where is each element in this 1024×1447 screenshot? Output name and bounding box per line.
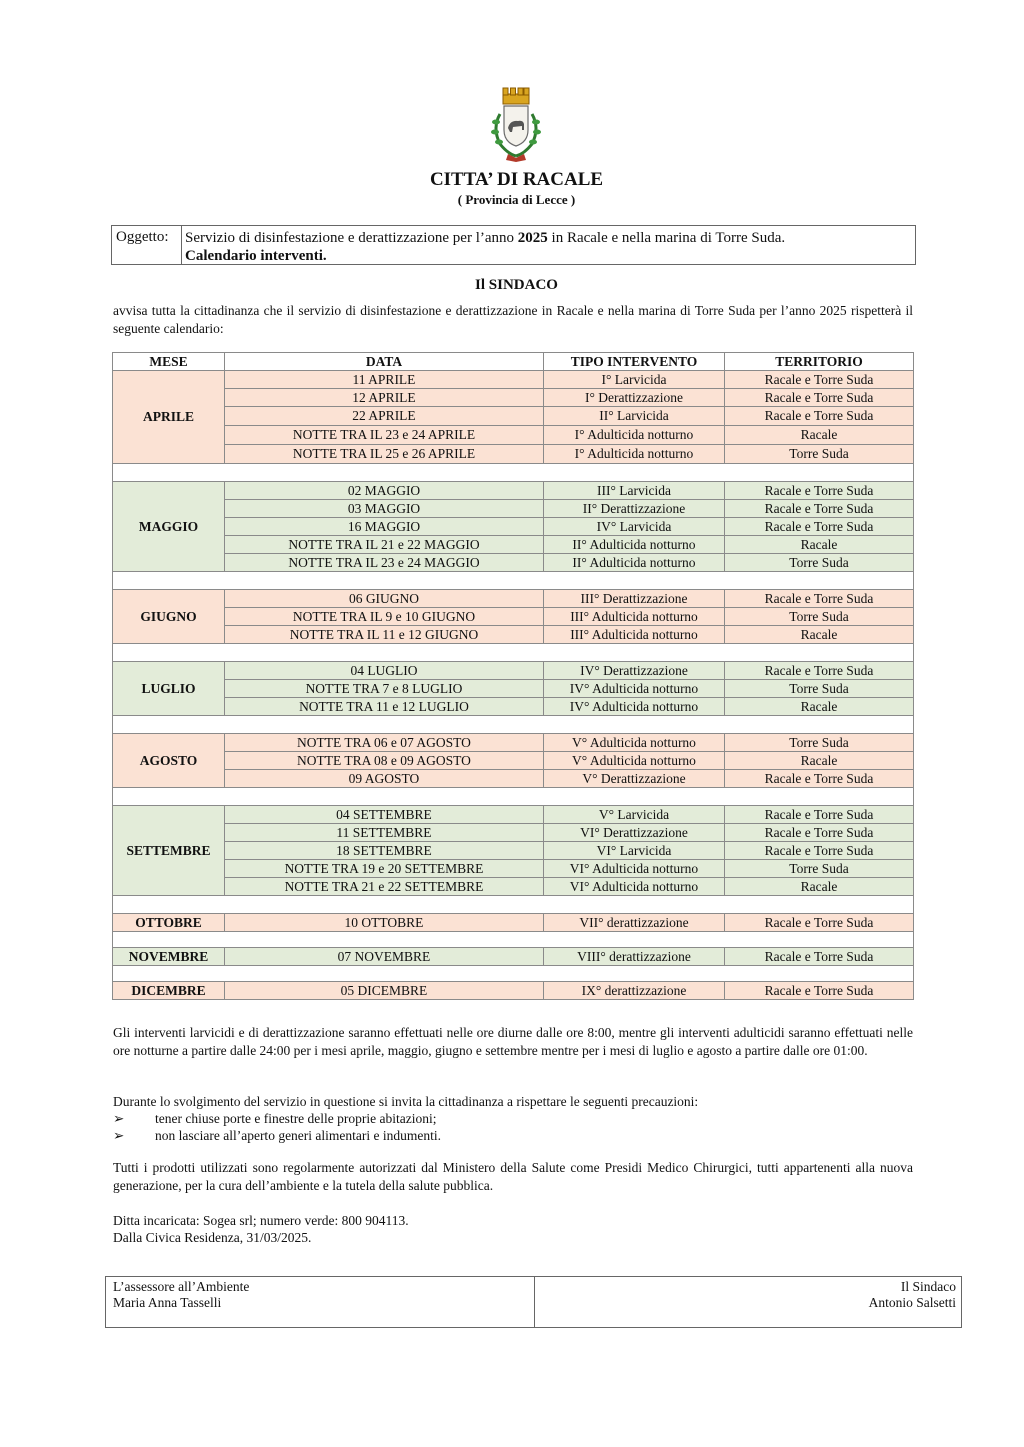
intervention-cell: I° Adulticida notturno [544, 426, 725, 445]
spacer-row [113, 932, 914, 948]
table-row [113, 860, 914, 878]
signature-divider [534, 1277, 535, 1327]
intervention-cell: II° Adulticida notturno [544, 536, 725, 554]
date-cell: 05 DICEMBRE [225, 982, 544, 1000]
assessore-name: Maria Anna Tasselli [113, 1295, 222, 1310]
date-cell: 10 OTTOBRE [225, 914, 544, 932]
intervention-cell: I° Derattizzazione [544, 389, 725, 407]
territory-cell: Racale e Torre Suda [725, 982, 914, 1000]
table-row [113, 698, 914, 716]
intervention-cell: III° Adulticida notturno [544, 626, 725, 644]
subject-year: 2025 [517, 230, 548, 246]
month-cell: AGOSTO [113, 734, 225, 788]
table-row [113, 806, 914, 824]
precaution-item [113, 1127, 441, 1145]
date-cell: NOTTE TRA IL 23 e 24 MAGGIO [225, 554, 544, 572]
spacer-cell [113, 572, 914, 590]
table-row [113, 914, 914, 932]
date-cell: 18 SETTEMBRE [225, 842, 544, 860]
precaution-text: tener chiuse porte e finestre delle proprie abitazioni; [155, 1111, 437, 1126]
spacer-cell [113, 788, 914, 806]
territory-cell: Racale e Torre Suda [725, 371, 914, 389]
intervention-cell: IX° derattizzazione [544, 982, 725, 1000]
spacer-row [113, 896, 914, 914]
table-row [113, 662, 914, 680]
table-row [113, 734, 914, 752]
date-cell: NOTTE TRA 7 e 8 LUGLIO [225, 680, 544, 698]
territory-cell: Torre Suda [725, 734, 914, 752]
assessore-role: L’assessore all’Ambiente [113, 1279, 250, 1294]
intervention-cell: III° Derattizzazione [544, 590, 725, 608]
spacer-cell [113, 932, 914, 948]
territory-cell: Racale [725, 536, 914, 554]
territory-cell: Racale e Torre Suda [725, 407, 914, 426]
territory-cell: Torre Suda [725, 860, 914, 878]
territory-cell: Racale [725, 878, 914, 896]
intervention-cell: I° Larvicida [544, 371, 725, 389]
town-name: CITTA’ DI RACALE [429, 169, 604, 190]
month-cell: DICEMBRE [113, 982, 225, 1000]
month-cell: APRILE [113, 371, 225, 464]
date-cell: NOTTE TRA IL 23 e 24 APRILE [225, 426, 544, 445]
intervention-cell: II° Adulticida notturno [544, 554, 725, 572]
table-row [113, 500, 914, 518]
intervention-cell: VII° derattizzazione [544, 914, 725, 932]
table-row [113, 518, 914, 536]
territory-cell: Racale [725, 752, 914, 770]
date-cell: NOTTE TRA 08 e 09 AGOSTO [225, 752, 544, 770]
month-cell: OTTOBRE [113, 914, 225, 932]
table-row [113, 536, 914, 554]
date-cell: 16 MAGGIO [225, 518, 544, 536]
hours-paragraph: Gli interventi larvicidi e di derattizzazione saranno effettuati nelle ore diurne dalle ore 8:00, mentre gli interventi adulticidi saranno effettuati nelle ore notturne a partire dalle 24:00 per i mesi aprile, maggio, giugno e settembre mentre per i mesi di luglio e agosto a partire dalle ore 01:00. [113, 1025, 913, 1058]
intervention-cell: VI° Larvicida [544, 842, 725, 860]
table-row [113, 680, 914, 698]
table-row [113, 982, 914, 1000]
subject-line2: Calendario interventi. [185, 248, 327, 264]
table-row [113, 626, 914, 644]
month-cell: MAGGIO [113, 482, 225, 572]
subject-label: Oggetto: [112, 226, 182, 264]
table-row [113, 445, 914, 464]
spacer-row [113, 464, 914, 482]
intervention-cell: IV° Adulticida notturno [544, 680, 725, 698]
table-row [113, 948, 914, 966]
sindaco-role: Il Sindaco [900, 1279, 956, 1294]
date-cell: NOTTE TRA IL 9 e 10 GIUGNO [225, 608, 544, 626]
intervention-cell: V° Adulticida notturno [544, 734, 725, 752]
table-header-row [113, 353, 914, 371]
date-cell: NOTTE TRA 11 e 12 LUGLIO [225, 698, 544, 716]
date-cell: 03 MAGGIO [225, 500, 544, 518]
intervention-cell: II° Derattizzazione [544, 500, 725, 518]
intervention-cell: VIII° derattizzazione [544, 948, 725, 966]
sindaco-signature [869, 1279, 956, 1311]
date-cell: 22 APRILE [225, 407, 544, 426]
territory-cell: Racale e Torre Suda [725, 842, 914, 860]
spacer-row [113, 716, 914, 734]
date-cell: NOTTE TRA 19 e 20 SETTEMBRE [225, 860, 544, 878]
territory-cell: Racale e Torre Suda [725, 518, 914, 536]
header-cell: DATA [225, 353, 544, 371]
date-cell: 09 AGOSTO [225, 770, 544, 788]
table-row [113, 608, 914, 626]
date-cell: NOTTE TRA 21 e 22 SETTEMBRE [225, 878, 544, 896]
table-row [113, 407, 914, 426]
intervention-cell: VI° Adulticida notturno [544, 878, 725, 896]
territory-cell: Racale e Torre Suda [725, 590, 914, 608]
date-cell: 06 GIUGNO [225, 590, 544, 608]
territory-cell: Racale e Torre Suda [725, 770, 914, 788]
date-cell: 07 NOVEMBRE [225, 948, 544, 966]
table-row [113, 554, 914, 572]
spacer-row [113, 788, 914, 806]
territory-cell: Torre Suda [725, 554, 914, 572]
territory-cell: Racale e Torre Suda [725, 662, 914, 680]
header-cell: TERRITORIO [725, 353, 914, 371]
place-date-line: Dalla Civica Residenza, 31/03/2025. [113, 1230, 312, 1245]
table-row [113, 389, 914, 407]
company-line: Ditta incaricata: Sogea srl; numero verde: 800 904113. [113, 1213, 409, 1228]
territory-cell: Racale e Torre Suda [725, 389, 914, 407]
table-row [113, 590, 914, 608]
date-cell: 04 SETTEMBRE [225, 806, 544, 824]
month-cell: NOVEMBRE [113, 948, 225, 966]
territory-cell: Racale e Torre Suda [725, 948, 914, 966]
precautions-intro: Durante lo svolgimento del servizio in questione si invita la cittadinanza a rispettare le seguenti precauzioni: [113, 1094, 699, 1109]
territory-cell: Racale [725, 698, 914, 716]
spacer-cell [113, 464, 914, 482]
intervention-cell: IV° Derattizzazione [544, 662, 725, 680]
territory-cell: Racale e Torre Suda [725, 806, 914, 824]
territory-cell: Racale [725, 426, 914, 445]
coat-of-arms-icon [480, 84, 552, 174]
territory-cell: Torre Suda [725, 608, 914, 626]
month-cell: SETTEMBRE [113, 806, 225, 896]
intervention-cell: IV° Adulticida notturno [544, 698, 725, 716]
assessore-signature [113, 1279, 249, 1311]
date-cell: 11 SETTEMBRE [225, 824, 544, 842]
intervention-cell: VI° Derattizzazione [544, 824, 725, 842]
table-row [113, 752, 914, 770]
intervention-cell: II° Larvicida [544, 407, 725, 426]
territory-cell: Torre Suda [725, 445, 914, 464]
intervention-cell: V° Derattizzazione [544, 770, 725, 788]
territory-cell: Torre Suda [725, 680, 914, 698]
table-row [113, 426, 914, 445]
intervention-cell: I° Adulticida notturno [544, 445, 725, 464]
spacer-row [113, 644, 914, 662]
territory-cell: Racale e Torre Suda [725, 482, 914, 500]
table-row [113, 371, 914, 389]
arrow-bullet-icon: ➢ [113, 1128, 125, 1143]
subject-text-after: in Racale e nella marina di Torre Suda. [547, 230, 786, 246]
spacer-cell [113, 966, 914, 982]
spacer-cell [113, 896, 914, 914]
subject-text-before: Servizio di disinfestazione e derattizzazione per l’anno [185, 230, 518, 246]
spacer-cell [113, 644, 914, 662]
intervention-cell: III° Larvicida [544, 482, 725, 500]
month-cell: GIUGNO [113, 590, 225, 644]
precaution-item [113, 1110, 437, 1128]
date-cell: 04 LUGLIO [225, 662, 544, 680]
date-cell: 02 MAGGIO [225, 482, 544, 500]
date-cell: NOTTE TRA IL 11 e 12 GIUGNO [225, 626, 544, 644]
table-row [113, 770, 914, 788]
territory-cell: Racale e Torre Suda [725, 824, 914, 842]
schedule-table [112, 352, 914, 1000]
table-row [113, 842, 914, 860]
province-subtitle: ( Provincia di Lecce ) [457, 192, 576, 207]
precaution-text: non lasciare all’aperto generi alimentari e indumenti. [155, 1128, 442, 1143]
products-paragraph: Tutti i prodotti utilizzati sono regolarmente autorizzati dal Ministero della Salute come Presidi Medico Chirurgici, tutti appartenenti alla nuova generazione, per la cura dell’ambiente e la tutela della salute pubblica. [113, 1160, 913, 1193]
subject-text [185, 229, 911, 265]
territory-cell: Racale e Torre Suda [725, 914, 914, 932]
arrow-bullet-icon: ➢ [113, 1111, 125, 1126]
date-cell: 12 APRILE [225, 389, 544, 407]
intervention-cell: V° Adulticida notturno [544, 752, 725, 770]
table-row [113, 878, 914, 896]
header-cell: TIPO INTERVENTO [544, 353, 725, 371]
date-cell: 11 APRILE [225, 371, 544, 389]
intervention-cell: IV° Larvicida [544, 518, 725, 536]
spacer-row [113, 966, 914, 982]
table-row [113, 824, 914, 842]
header-cell: MESE [113, 353, 225, 371]
sindaco-heading: Il SINDACO [475, 277, 558, 293]
intervention-cell: III° Adulticida notturno [544, 608, 725, 626]
signature-box [105, 1276, 962, 1328]
sindaco-name: Antonio Salsetti [868, 1295, 956, 1310]
intro-paragraph: avvisa tutta la cittadinanza che il servizio di disinfestazione e derattizzazione in Racale e nella marina di Torre Suda per l’anno 2025 rispetterà il seguente calendario: [113, 303, 913, 336]
territory-cell: Racale [725, 626, 914, 644]
spacer-cell [113, 716, 914, 734]
intervention-cell: V° Larvicida [544, 806, 725, 824]
schedule-body [113, 371, 914, 1000]
spacer-row [113, 572, 914, 590]
month-cell: LUGLIO [113, 662, 225, 716]
subject-box [111, 225, 916, 265]
table-row [113, 482, 914, 500]
intervention-cell: VI° Adulticida notturno [544, 860, 725, 878]
date-cell: NOTTE TRA 06 e 07 AGOSTO [225, 734, 544, 752]
date-cell: NOTTE TRA IL 21 e 22 MAGGIO [225, 536, 544, 554]
territory-cell: Racale e Torre Suda [725, 500, 914, 518]
date-cell: NOTTE TRA IL 25 e 26 APRILE [225, 445, 544, 464]
